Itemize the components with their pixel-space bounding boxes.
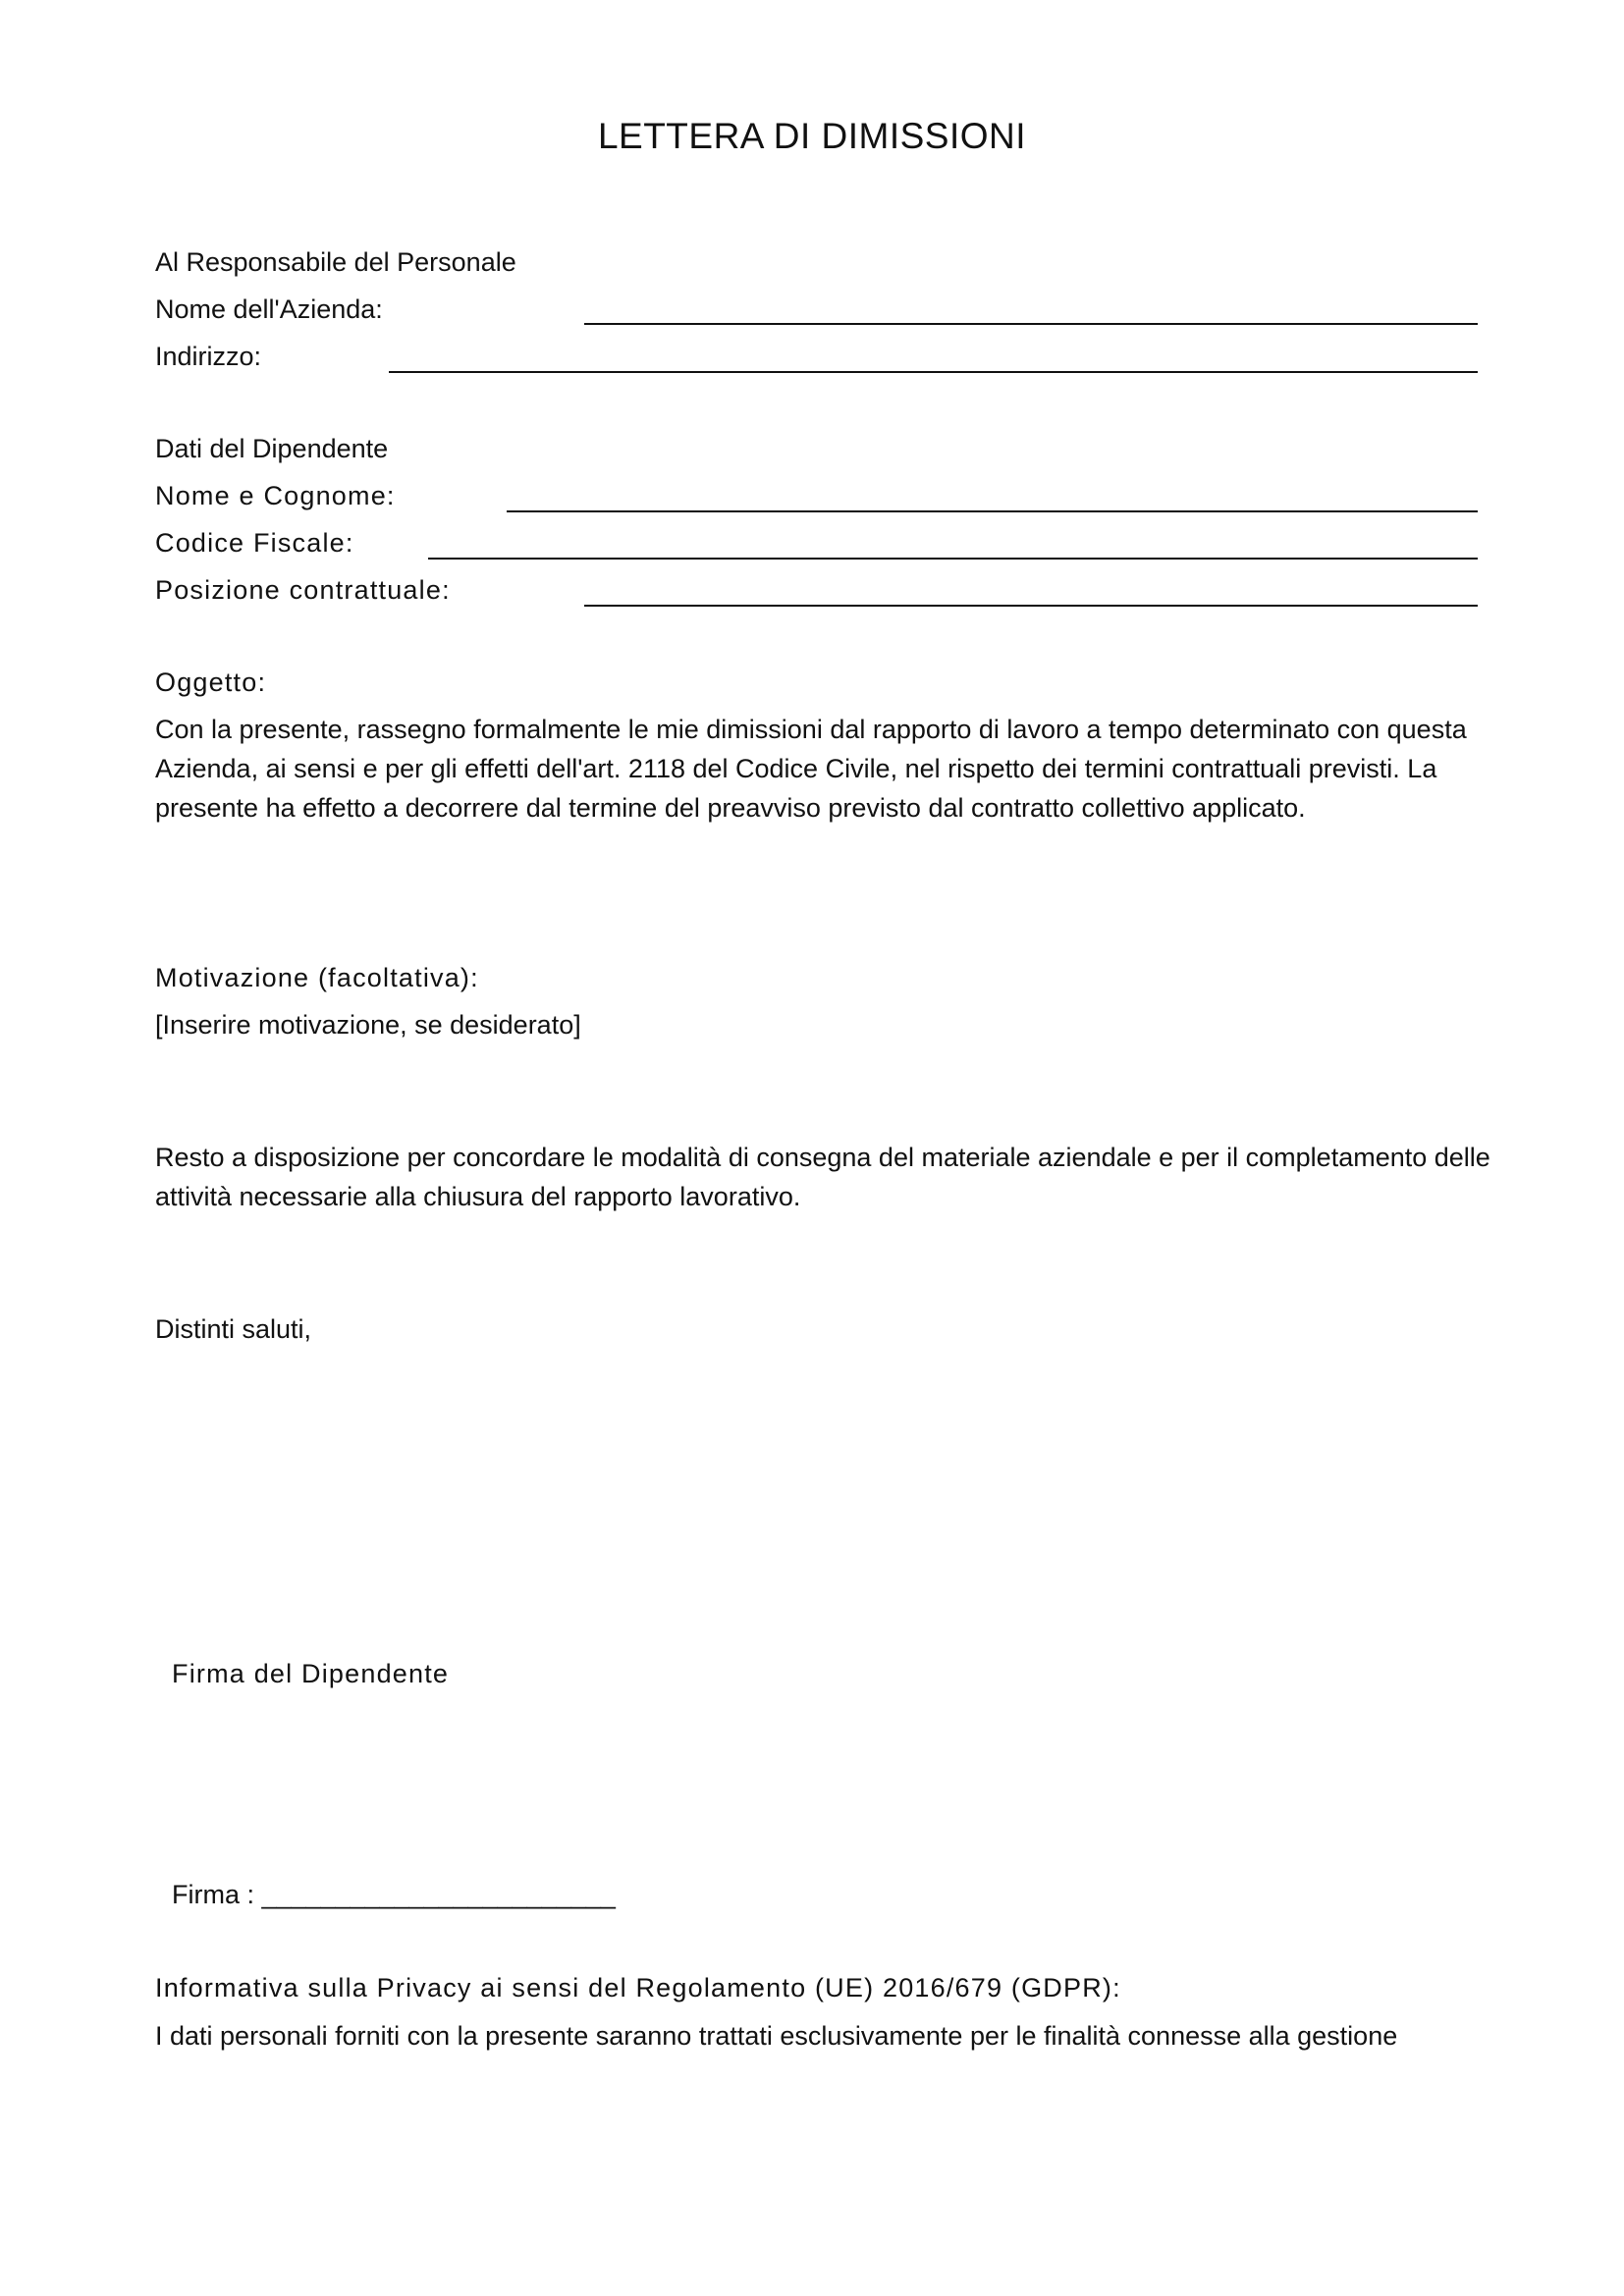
employee-name-field[interactable]	[507, 510, 1478, 512]
closing-greeting: Distinti saluti,	[155, 1314, 312, 1344]
availability-paragraph: Resto a disposizione per concordare le modalità di consegna del materiale aziendale e per il completamento delle attività necessarie alla chiusura del rapporto lavorativo.	[155, 1143, 1490, 1211]
reason-label: Motivazione (facoltativa):	[155, 963, 479, 992]
page-title: LETTERA DI DIMISSIONI	[597, 116, 1027, 156]
employee-heading: Dati del Dipendente	[155, 434, 389, 463]
privacy-body: I dati personali forniti con la presente saranno trattati esclusivamente per le finalità connesse alla gestione	[155, 2021, 1398, 2051]
subject-body: Con la presente, rassegno formalmente le mie dimissioni dal rapporto di lavoro a tempo determinato con questa Azienda, ai sensi e per gli effetti dell'art. 2118 del Codice Civile, nel rispetto dei termini contrattuali previsti. La presente ha effetto a decorrere dal termine del preavviso previsto dal contratto collettivo applicato.	[155, 715, 1467, 823]
address-field[interactable]	[389, 371, 1478, 373]
tax-code-field[interactable]	[428, 558, 1478, 560]
contract-position-label: Posizione contrattuale:	[155, 575, 451, 605]
address-label: Indirizzo:	[155, 342, 262, 371]
signature-heading: Firma del Dipendente	[172, 1659, 450, 1688]
contract-position-field[interactable]	[584, 605, 1478, 607]
employee-name-label: Nome e Cognome:	[155, 481, 396, 510]
signature-field[interactable]: Firma : ________________________	[172, 1880, 616, 1909]
company-name-label: Nome dell'Azienda:	[155, 294, 383, 324]
privacy-heading: Informativa sulla Privacy ai sensi del Regolamento (UE) 2016/679 (GDPR):	[155, 1973, 1121, 2002]
recipient-heading: Al Responsabile del Personale	[155, 247, 516, 277]
subject-label: Oggetto:	[155, 667, 267, 697]
tax-code-label: Codice Fiscale:	[155, 528, 354, 558]
reason-placeholder: [Inserire motivazione, se desiderato]	[155, 1010, 581, 1040]
company-name-field[interactable]	[584, 323, 1478, 325]
